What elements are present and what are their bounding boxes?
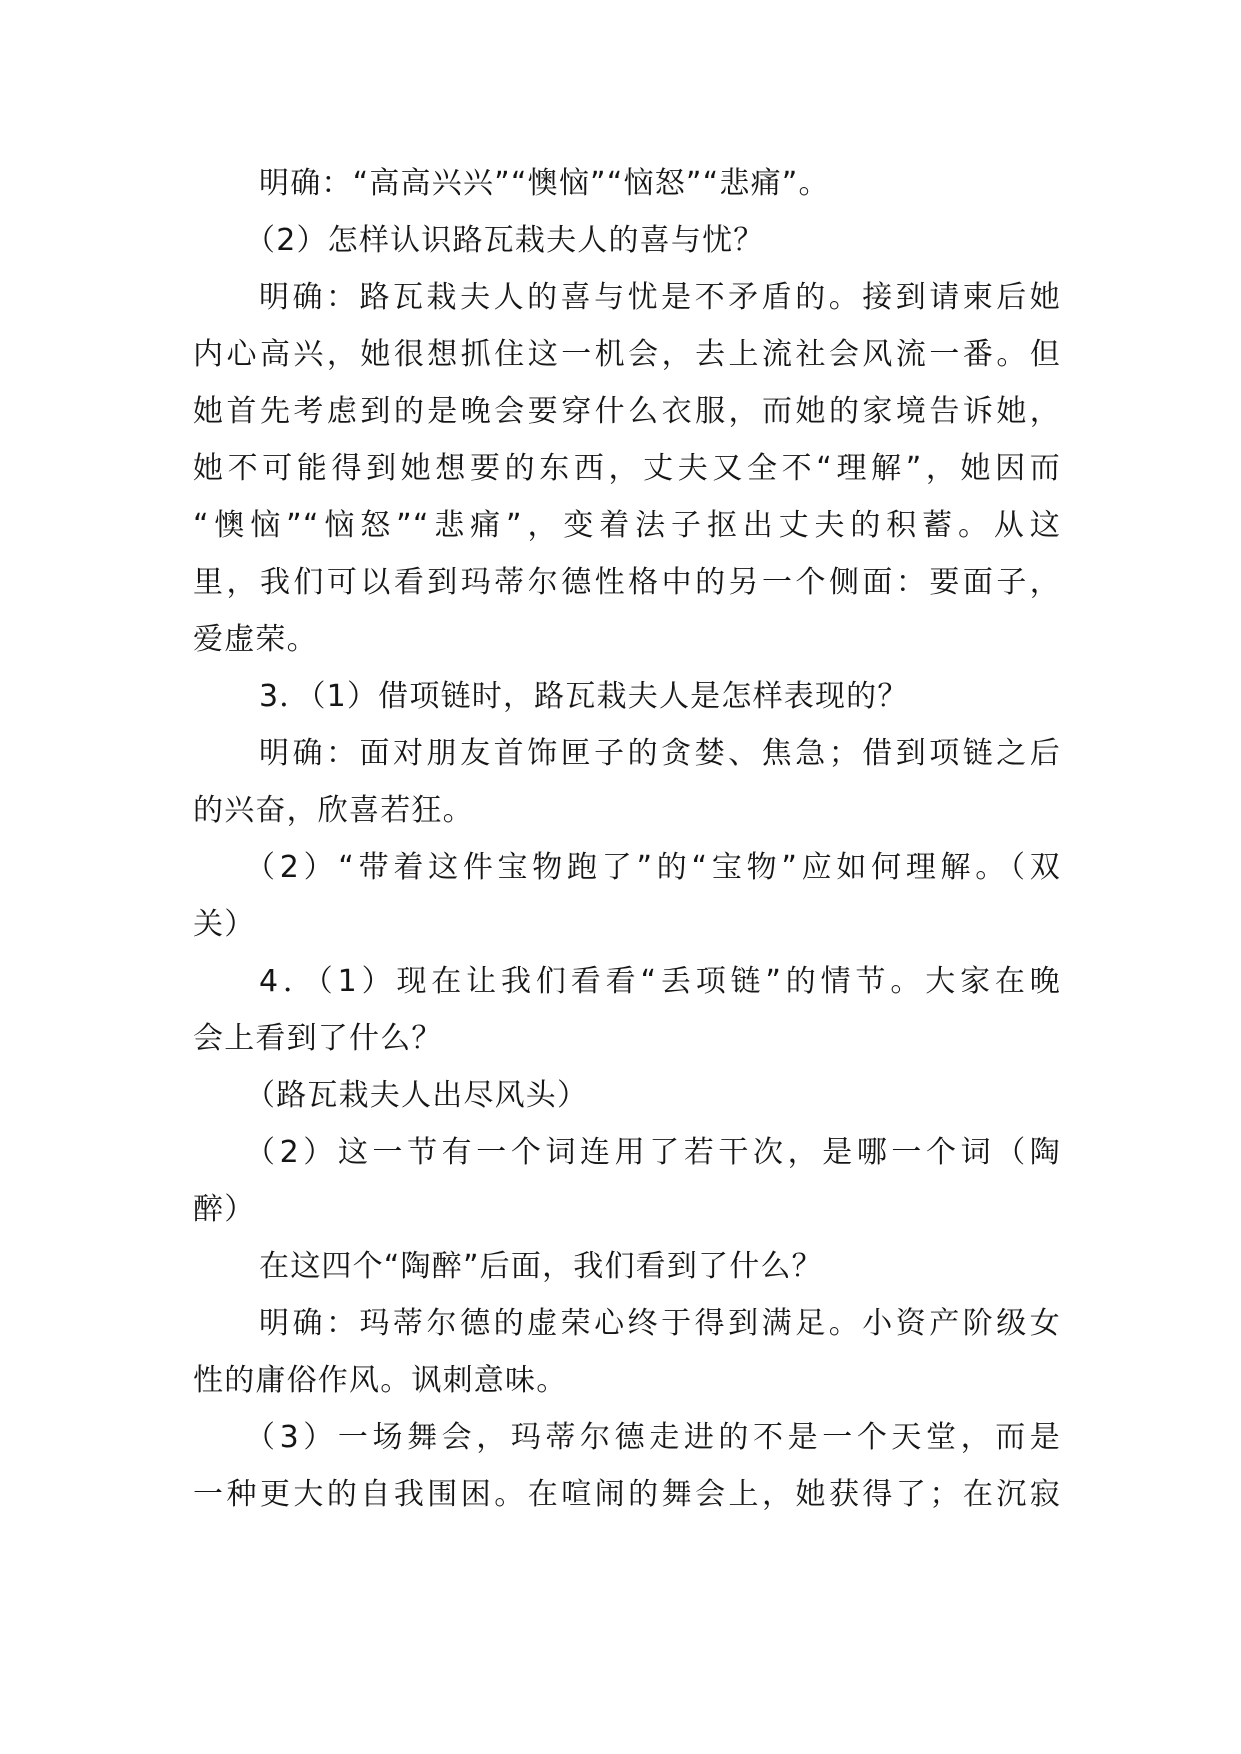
text-line: 会上看到了什么？ — [193, 1021, 443, 1056]
text-line: 一种更大的自我围困。在喧闹的舞会上，她获得了；在沉寂 — [193, 1477, 1061, 1512]
text-line: 明确：路瓦栽夫人的喜与忧是不矛盾的。接到请柬后她 — [259, 280, 1061, 315]
text-line: （路瓦栽夫人出尽风头） — [245, 1078, 589, 1113]
text-line: 里，我们可以看到玛蒂尔德性格中的另一个侧面：要面子， — [193, 565, 1061, 600]
text-line: 的兴奋，欣喜若狂。 — [193, 793, 474, 828]
text-line: 明确：玛蒂尔德的虚荣心终于得到满足。小资产阶级女 — [259, 1306, 1061, 1341]
text-line: （2）这一节有一个词连用了若干次，是哪一个词（陶 — [245, 1135, 1061, 1170]
text-line: 性的庸俗作风。讽刺意味。 — [193, 1363, 568, 1398]
text-line: （2）“带着这件宝物跑了”的“宝物”应如何理解。（双 — [245, 850, 1061, 885]
text-line: 爱虚荣。 — [193, 622, 318, 657]
text-line: “懊恼”“恼怒”“悲痛”，变着法子抠出丈夫的积蓄。从这 — [193, 508, 1061, 543]
document-body — [193, 155, 1061, 1523]
text-line: 3．（1）借项链时，路瓦栽夫人是怎样表现的？ — [259, 679, 909, 714]
text-line: 4．（1）现在让我们看看“丢项链”的情节。大家在晚 — [259, 964, 1061, 999]
text-line: 明确：“高高兴兴”“懊恼”“恼怒”“悲痛”。 — [259, 166, 830, 201]
text-line: 醉） — [193, 1192, 256, 1227]
text-line: 在这四个“陶醉”后面，我们看到了什么？ — [259, 1249, 823, 1284]
text-line: 明确：面对朋友首饰匣子的贪婪、焦急；借到项链之后 — [259, 736, 1061, 771]
text-line: 关） — [193, 907, 256, 942]
text-line: （3）一场舞会，玛蒂尔德走进的不是一个天堂，而是 — [245, 1420, 1061, 1455]
text-line: 她不可能得到她想要的东西，丈夫又全不“理解”，她因而 — [193, 451, 1061, 486]
text-line: （2）怎样认识路瓦栽夫人的喜与忧？ — [245, 223, 765, 258]
text-line: 她首先考虑到的是晚会要穿什么衣服，而她的家境告诉她， — [193, 394, 1061, 429]
text-line: 内心高兴，她很想抓住这一机会，去上流社会风流一番。但 — [193, 337, 1061, 372]
